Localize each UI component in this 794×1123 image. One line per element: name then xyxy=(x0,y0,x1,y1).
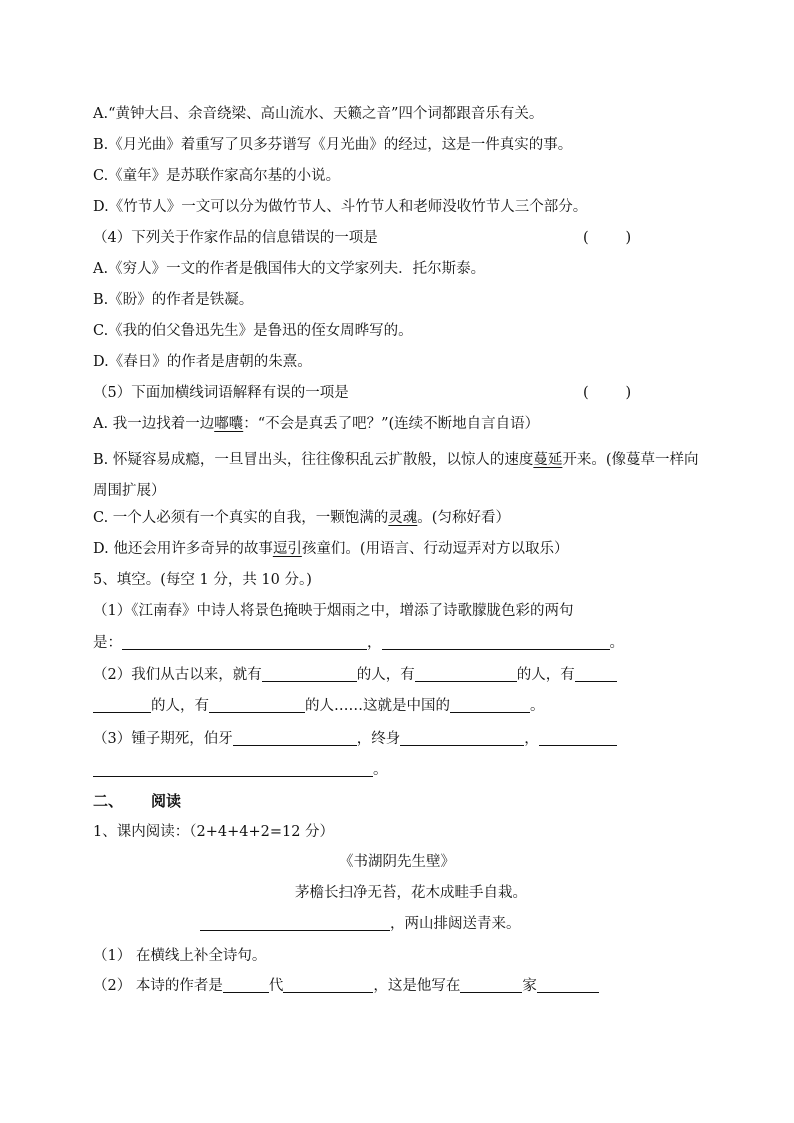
answer-blank[interactable] xyxy=(262,666,357,682)
q4-option-d: D.《春日》的作者是唐朝的朱熹。 xyxy=(93,354,312,370)
q5-a-post: ：“不会是真丢了吧？”(连续不断地自言自语） xyxy=(243,416,540,432)
q5-option-b xyxy=(93,445,708,507)
q5-a-pre: A. 我一边找着一边 xyxy=(93,416,215,432)
fill-item-3-line1 xyxy=(93,729,713,749)
fill-item-2-end: 。 xyxy=(530,698,545,714)
answer-blank[interactable] xyxy=(539,730,617,746)
section-number: 二、 xyxy=(93,792,124,810)
answer-blank[interactable] xyxy=(223,977,269,993)
q5-c-pre: C. 一个人必须有一个真实的自我，一颗饱满的 xyxy=(93,510,389,526)
answer-blank[interactable] xyxy=(575,666,617,682)
q5-d-underlined-word: 逗引 xyxy=(272,541,302,557)
answer-blank[interactable] xyxy=(415,666,517,682)
fill-item-1-line1: （1）《江南春》中诗人将景色掩映于烟雨之中，增添了诗歌朦胧色彩的两句 xyxy=(93,603,574,619)
q5-answer-paren: ( ) xyxy=(583,385,632,401)
q4-option-c: C.《我的伯父鲁迅先生》是鲁迅的侄女周晔写的。 xyxy=(93,323,413,339)
reading-1-q2-text: （2） 本诗的作者是 xyxy=(93,978,223,994)
reading-1-q1: （1） 在横线上补全诗句。 xyxy=(93,948,267,964)
fill-item-3-text: ，终身 xyxy=(356,731,401,747)
answer-blank[interactable] xyxy=(93,697,151,713)
poem-line-2 xyxy=(200,914,794,934)
q5-option-a xyxy=(93,414,713,434)
q5-option-d xyxy=(93,539,713,559)
q5-c-post: 。(匀称好看） xyxy=(417,510,510,526)
answer-blank[interactable] xyxy=(209,697,305,713)
answer-blank[interactable] xyxy=(460,977,522,993)
q5-d-post: 孩童们。(用语言、行动逗弄对方以取乐） xyxy=(301,541,569,557)
fill-item-3-line2 xyxy=(93,760,713,780)
q4-stem: （4）下列关于作家作品的信息错误的一项是 xyxy=(93,230,378,246)
poem-line-2-text: ，两山排闼送青来。 xyxy=(390,916,521,932)
fill-item-1-line2 xyxy=(93,633,713,653)
q5-a-underlined-word: 嘟囔 xyxy=(214,416,244,432)
q5-b-underlined-word: 蔓延 xyxy=(533,452,563,468)
q4-option-b: B.《盼》的作者是铁凝。 xyxy=(93,292,254,308)
answer-blank[interactable] xyxy=(283,977,373,993)
poem-line-1: 茅檐长扫净无苔，花木成畦手自栽。 xyxy=(295,885,527,901)
fill-item-2-line1 xyxy=(93,665,713,685)
answer-blank[interactable] xyxy=(93,761,373,777)
reading-1-q2 xyxy=(93,976,713,996)
answer-blank[interactable] xyxy=(382,634,610,650)
answer-blank[interactable] xyxy=(233,730,357,746)
fill-item-2-text: （2）我们从古以来，就有 xyxy=(93,667,262,683)
q3-option-a: A.“黄钟大吕、余音绕梁、高山流水、天籁之音”四个词都跟音乐有关。 xyxy=(93,106,544,122)
q3-option-d: D.《竹节人》一文可以分为做竹节人、斗竹节人和老师没收竹节人三个部分。 xyxy=(93,199,588,215)
fill-item-3-text: （3）锺子期死，伯牙 xyxy=(93,731,233,747)
q4-answer-paren: ( ) xyxy=(583,230,632,246)
fill-item-3-end: 。 xyxy=(373,762,388,778)
q4-option-a: A.《穷人》一文的作者是俄国伟大的文学家列夫．托尔斯泰。 xyxy=(93,261,486,277)
q3-option-c: C.《童年》是苏联作家高尔基的小说。 xyxy=(93,168,341,184)
fill-item-1-end: 。 xyxy=(609,635,624,651)
answer-blank[interactable] xyxy=(200,915,390,931)
fill-item-1-prefix: 是： xyxy=(93,635,122,651)
fill-item-2-text: 的人，有 xyxy=(356,667,415,683)
reading-1-q2-text: ，这是他写在 xyxy=(373,978,461,994)
q5-b-pre: B. 怀疑容易成瘾，一旦冒出头，往往像积乱云扩散般，以惊人的速度 xyxy=(93,452,534,468)
fill-item-2-text: 的人……这就是中国的 xyxy=(305,698,450,714)
section-title: 阅读 xyxy=(151,792,182,810)
poem-title: 《书湖阴先生壁》 xyxy=(339,854,455,870)
answer-blank[interactable] xyxy=(122,634,367,650)
q5-b-post: 开来。(像蔓草一样向周围扩展） xyxy=(93,452,699,499)
section-heading xyxy=(93,791,713,811)
fill-section-title: 5、填空。(每空 1 分，共 10 分。) xyxy=(93,572,312,588)
fill-item-3-text: ， xyxy=(524,731,539,747)
answer-blank[interactable] xyxy=(400,730,524,746)
q5-c-underlined-word: 灵魂 xyxy=(388,510,418,526)
fill-item-2-line2 xyxy=(93,696,713,716)
answer-blank[interactable] xyxy=(537,977,599,993)
q3-option-b: B.《月光曲》着重写了贝多芬谱写《月光曲》的经过，这是一件真实的事。 xyxy=(93,137,573,153)
fill-item-2-text: 的人，有 xyxy=(151,698,209,714)
fill-item-2-text: 的人，有 xyxy=(516,667,575,683)
reading-1-title: 1、课内阅读：（2+4+4+2=12 分） xyxy=(93,824,335,840)
q5-d-pre: D. 他还会用许多奇异的故事 xyxy=(93,541,273,557)
reading-1-q2-text: 家 xyxy=(522,978,537,994)
answer-blank[interactable] xyxy=(450,697,530,713)
q5-stem: （5）下面加横线词语解释有误的一项是 xyxy=(93,385,349,401)
reading-1-q2-text: 代 xyxy=(268,978,284,994)
q5-option-c xyxy=(93,508,713,528)
fill-item-1-separator: ， xyxy=(367,635,382,651)
